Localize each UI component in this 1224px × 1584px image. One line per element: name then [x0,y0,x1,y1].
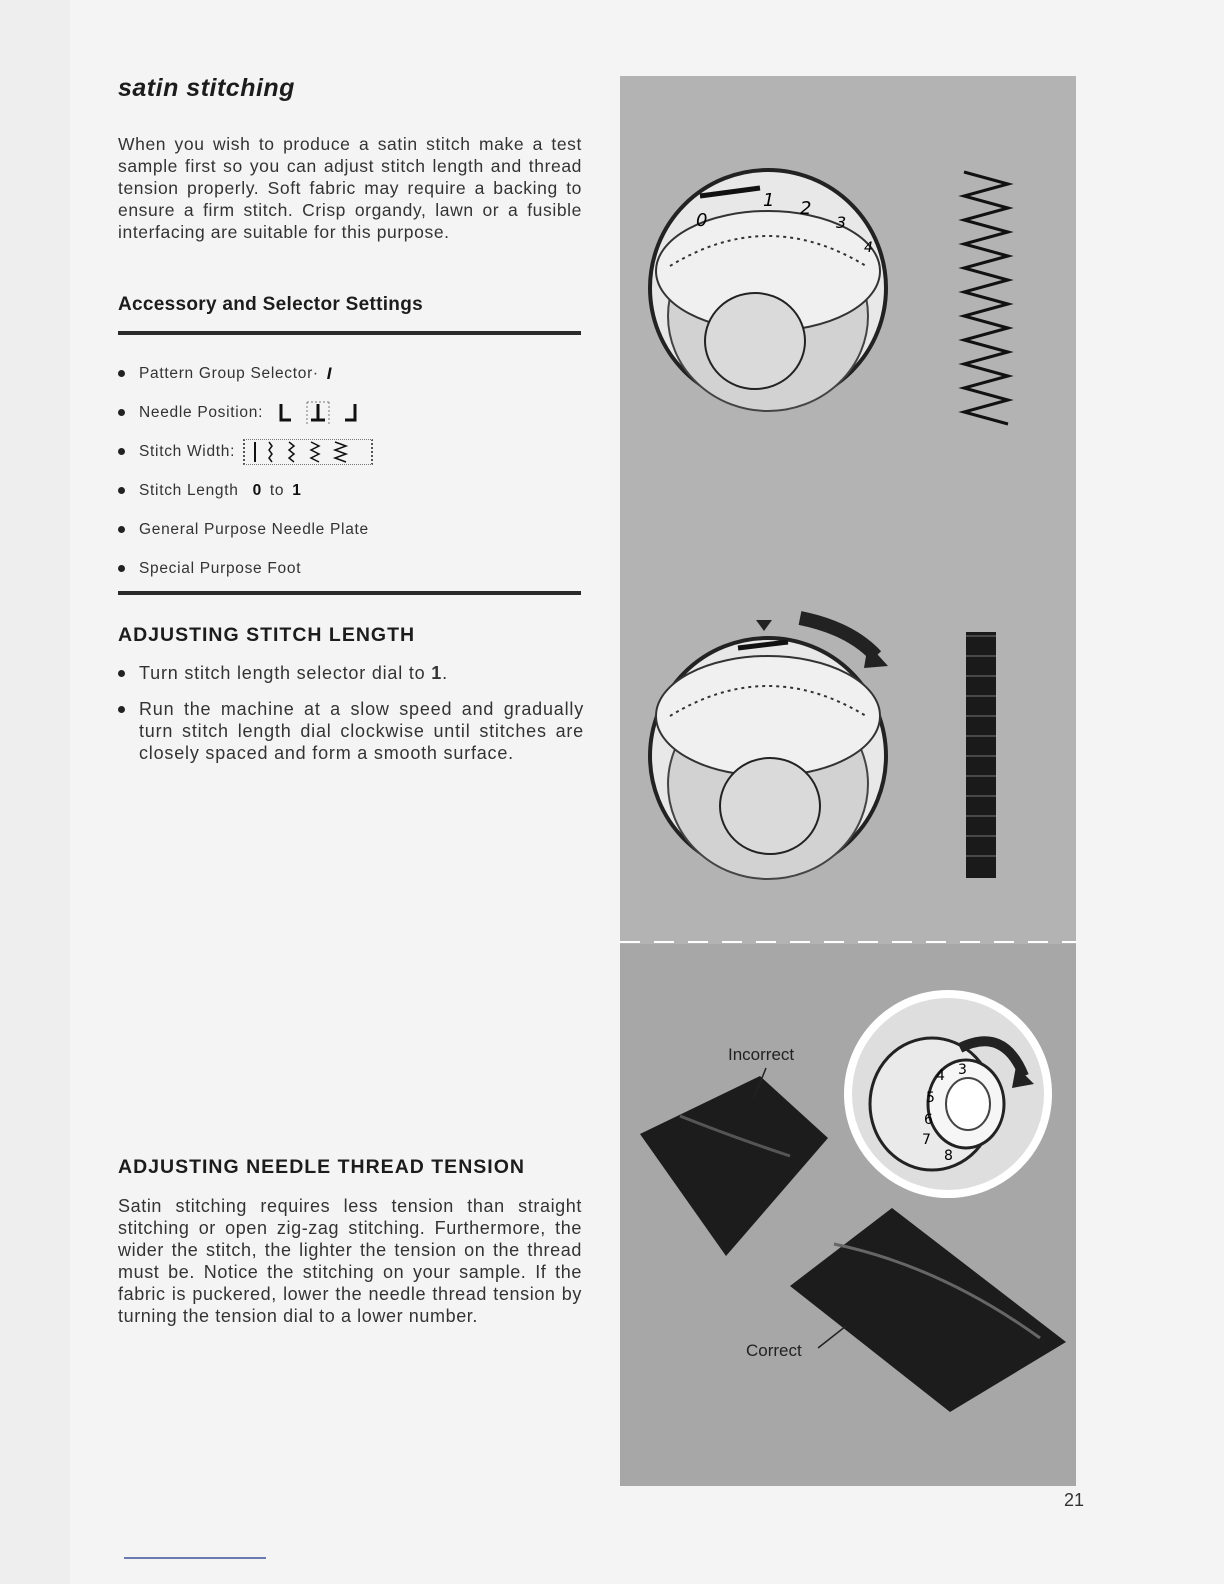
needle-position-icon [273,400,363,426]
label-correct: Correct [746,1341,802,1360]
settings-bottom-rule [118,591,581,595]
tension-paragraph: Satin stitching requires less tension than straight stitching or open zig-zag stitching. Furthermore, the wider the stitch, the lighter the tension on the thread must be. Notice the stitching on your sample. If the fabric is puckered, lower the needle thread tension by turning the tension dial to a lower number. [118,1196,582,1326]
step-text [139,662,448,684]
zigzag-widths-icon [249,440,367,464]
bullet-icon [118,370,125,377]
tension-number: 3 [958,1062,967,1078]
stitch-width-label: Stitch Width: [139,442,236,460]
stitch-length-from: 0 [252,481,262,499]
bullet-icon [118,409,125,416]
dial-number: 2 [800,198,812,219]
list-item-stitch-length [118,471,584,510]
bullet-icon [118,526,125,533]
step-item [118,662,584,684]
dial-number: 3 [836,213,847,232]
tension-number: 5 [926,1090,935,1106]
step1-text: Turn stitch length selector dial to [139,663,426,683]
step1-end: . [442,663,448,683]
dial-number: 0 [696,210,708,231]
settings-heading: Accessory and Selector Settings [118,294,423,315]
settings-list [118,354,584,588]
stitch-length-label: Stitch Length [139,481,239,499]
pattern-group-value: I [326,363,333,383]
list-item-needle-plate [118,510,584,549]
stitch-length-steps [118,662,584,778]
intro-paragraph: When you wish to produce a satin stitch make a test sample first so you can adjust stitch length and thread tension properly. Soft fabric may require a backing to ensure a firm stitch. Crisp organdy, lawn or a fusible interfacing are suitable for this purpose. [118,134,582,242]
tension-number: 6 [924,1112,933,1128]
stitch-length-heading: ADJUSTING STITCH LENGTH [118,624,416,646]
list-item-needle-position [118,393,584,432]
needle-position-symbols-icon [273,400,363,426]
illustration-panel [620,76,1076,1486]
bullet-icon [118,670,125,677]
bullet-icon [118,487,125,494]
list-item-stitch-width [118,432,584,471]
step2-text: Run the machine at a slow speed and gradually turn stitch length dial clockwise until stitches are closely spaced and form a smooth surface. [139,699,584,763]
tension-dial [848,994,1048,1194]
satin-stitch-sample [966,632,996,878]
page-number: 21 [1064,1490,1085,1510]
tension-number: 7 [922,1132,931,1148]
foot-label: Special Purpose Foot [139,559,302,577]
tension-number: 4 [936,1068,945,1084]
list-item-foot [118,549,584,588]
stitch-length-dial-1 [650,170,886,411]
bullet-icon [118,706,125,713]
pattern-group-label: Pattern Group Selector· [139,364,319,382]
stitch-width-symbols-icon [243,439,373,465]
list-item-pattern-group [118,354,584,393]
tension-heading: ADJUSTING NEEDLE THREAD TENSION [118,1156,525,1178]
dial-number: 1 [763,190,775,211]
footer-line [124,1557,266,1559]
settings-top-rule [118,331,581,335]
sewing-illustration [620,76,1076,1486]
stitch-length-dial-2 [650,618,888,879]
tension-number: 8 [944,1148,953,1164]
needle-position-label: Needle Position: [139,403,264,421]
page-title: satin stitching [118,74,295,102]
stitch-length-to: 1 [292,481,302,499]
bullet-icon [118,448,125,455]
needle-plate-label: General Purpose Needle Plate [139,520,369,538]
dial-number: 4 [864,240,873,256]
page-margin-shade [0,0,70,1584]
open-zigzag-sample [964,172,1008,424]
bullet-icon [118,565,125,572]
label-incorrect: Incorrect [728,1045,795,1064]
step-item [118,698,584,764]
step1-value: 1 [431,663,443,683]
stitch-length-to-word: to [269,481,285,499]
